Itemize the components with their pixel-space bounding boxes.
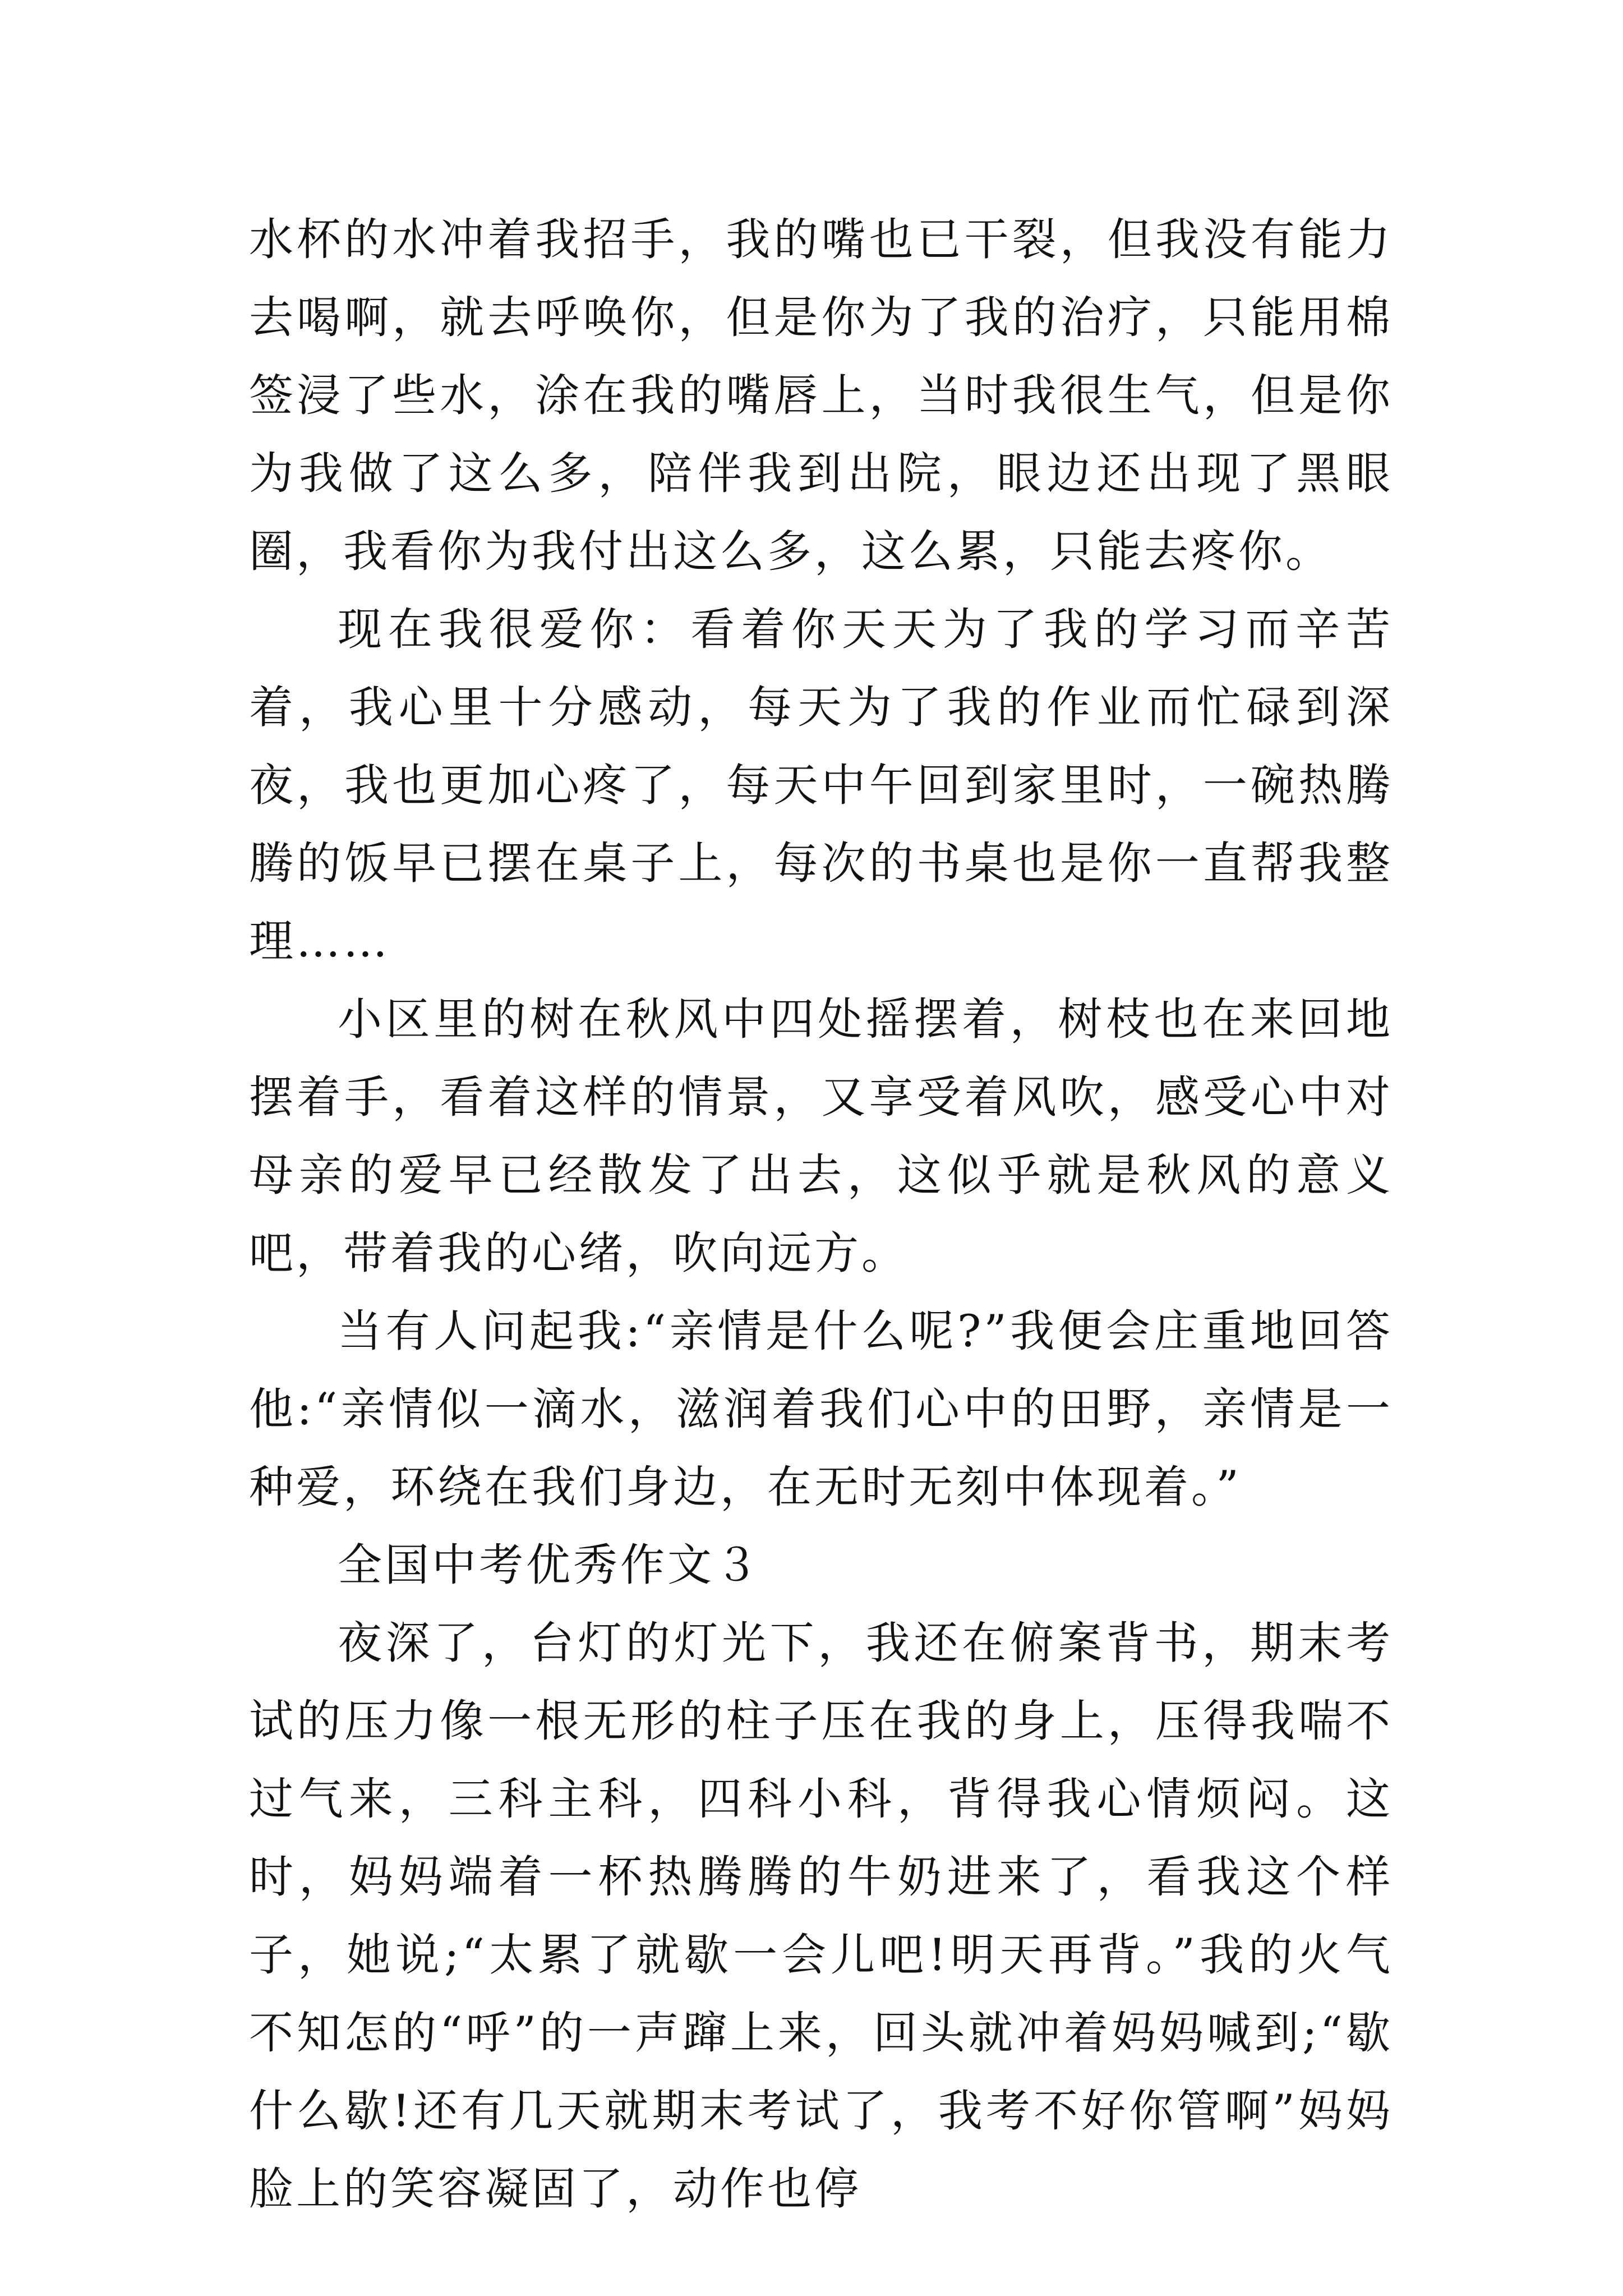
paragraph-1: 水杯的水冲着我招手，我的嘴也已干裂，但我没有能力去喝啊，就去呼唤你，但是你为了我的治疗，只能用棉签浸了些水，涂在我的嘴唇上，当时我很生气，但是你为我做了这么多，陪伴我到出院，眼边还出现了黑眼圈，我看你为我付出这么多，这么累，只能去疼你。 (249, 214, 1393, 577)
paragraph-2: 现在我很爱你：看着你天天为了我的学习而辛苦着，我心里十分感动，每天为了我的作业而忙碌到深夜，我也更加心疼了，每天中午回到家里时，一碗热腾腾的饭早已摆在桌子上，每次的书桌也是你一直帮我整理…… (249, 604, 1393, 967)
paragraph-3: 小区里的树在秋风中四处摇摆着，树枝也在来回地摆着手，看着这样的情景，又享受着风吹，感受心中对母亲的爱早已经散发了出去，这似乎就是秋风的意义吧，带着我的心绪，吹向远方。 (249, 993, 1393, 1279)
section-heading: 全国中考优秀作文３ (338, 1539, 762, 1591)
paragraph-5: 夜深了，台灯的灯光下，我还在俯案背书，期末考试的压力像一根无形的柱子压在我的身上，压得我喘不过气来，三科主科，四科小科，背得我心情烦闷。这时，妈妈端着一杯热腾腾的牛奶进来了，看我这个样子，她说;“太累了就歇一会儿吧!明天再背。”我的火气不知怎的“呼”的一声蹿上来，回头就冲着妈妈喊到;“歇什么歇!还有几天就期末考试了，我考不好你管啊”妈妈脸上的笑容凝固了，动作也停 (249, 1617, 1393, 2215)
paragraph-4: 当有人问起我:“亲情是什么呢?”我便会庄重地回答他:“亲情似一滴水，滋润着我们心中的田野，亲情是一种爱，环绕在我们身边，在无时无刻中体现着。” (249, 1305, 1393, 1513)
body-text (249, 201, 1393, 2228)
